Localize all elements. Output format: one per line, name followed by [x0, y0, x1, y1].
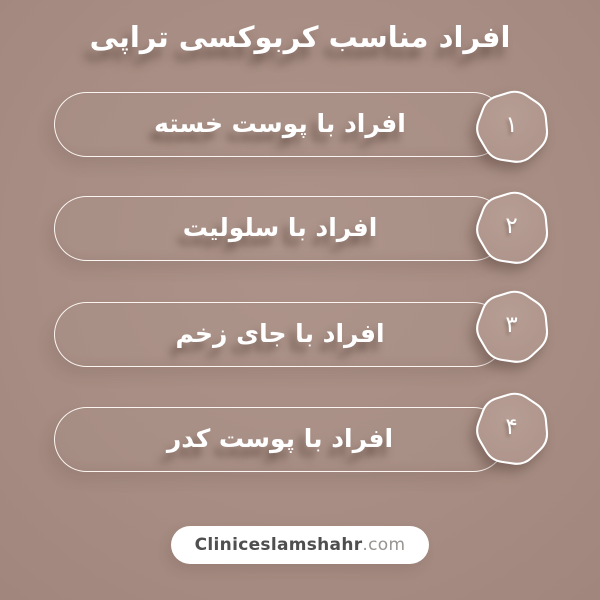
website-domain: .com	[362, 535, 406, 555]
item-number-4: ۴	[505, 414, 518, 440]
item-number-badge-2	[470, 184, 553, 270]
item-number-1: ۱	[505, 112, 518, 138]
item-number-badge-3	[470, 283, 553, 369]
list-item-2	[54, 196, 506, 261]
item-label-1: افراد با پوست خسته	[154, 109, 406, 138]
item-label-2: افراد با سلولیت	[182, 213, 378, 242]
website-pill	[171, 526, 429, 564]
list-item-1	[54, 92, 506, 157]
list-item-3	[54, 302, 506, 367]
item-number-badge-4	[470, 385, 553, 471]
item-number-3: ۳	[505, 312, 518, 338]
website-name: Cliniceslamshahr	[194, 535, 363, 555]
item-number-badge-1	[470, 83, 553, 169]
item-label-3: افراد با جای زخم	[175, 319, 385, 348]
item-label-4: افراد با پوست کدر	[166, 424, 394, 453]
list-item-4	[54, 407, 506, 472]
item-number-2: ۲	[505, 213, 518, 239]
page-title: افراد مناسب کربوکسی تراپی	[89, 20, 511, 54]
